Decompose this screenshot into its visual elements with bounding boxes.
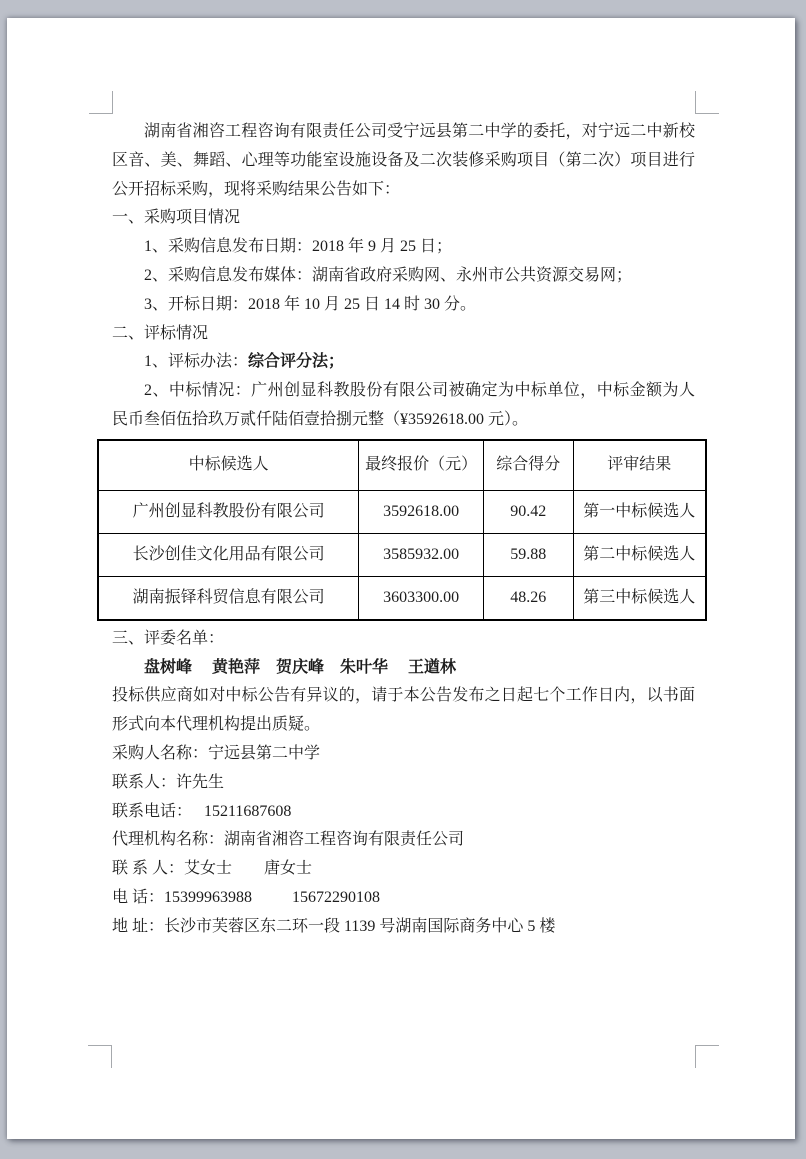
section1-item-2: 2、采购信息发布媒体：湖南省政府采购网、永州市公共资源交易网；	[144, 266, 633, 284]
intro-paragraph: 湖南省湘咨工程咨询有限责任公司受宁远县第二中学的委托，对宁远二中新校区音、美、舞蹈、心理等功能室设施设备及二次装修采购项目（第二次）项目进行公开招标采购，现将采购结果公告如下：	[112, 123, 695, 198]
evaluation-method-value: 综合评分法；	[248, 353, 345, 371]
evaluator-names: 盘树峰 黄艳萍 贺庆峰 朱叶华 王遒林	[144, 658, 457, 676]
table-row	[98, 576, 706, 620]
candidate-name-cell: 湖南振铎科贸信息有限公司	[98, 576, 359, 620]
document-content	[112, 118, 695, 942]
result-cell: 第二中标候选人	[573, 533, 706, 576]
section3-heading: 三、评委名单：	[112, 629, 225, 647]
evaluation-method-label: 1、评标办法：	[144, 353, 249, 371]
table-row	[98, 533, 706, 576]
margin-mark-bottom-left	[88, 1045, 112, 1068]
contact-line-contact-person: 联系人：许先生	[112, 773, 225, 791]
contact-line-agency-phones: 电 话：15399963988 15672290108	[112, 888, 381, 906]
section1-item-1: 1、采购信息发布日期：2018 年 9 月 25 日；	[144, 238, 453, 256]
column-header-final-price: 最终报价（元）	[359, 440, 484, 491]
final-price-cell: 3592618.00	[359, 490, 484, 533]
contact-line-phone: 联系电话： 15211687608	[112, 802, 292, 820]
section2-heading: 二、评标情况	[112, 324, 209, 342]
candidate-name-cell: 长沙创佳文化用品有限公司	[98, 533, 359, 576]
score-cell: 48.26	[484, 576, 574, 620]
margin-mark-bottom-right	[695, 1045, 719, 1068]
score-cell: 90.42	[484, 490, 574, 533]
contact-line-agency-address: 地 址：长沙市芙蓉区东二环一段 1139 号湖南国际商务中心 5 楼	[112, 917, 556, 935]
document-page	[7, 18, 795, 1139]
section2-item-1	[112, 348, 695, 377]
section1-heading: 一、采购项目情况	[112, 209, 241, 227]
final-price-cell: 3603300.00	[359, 576, 484, 620]
contact-line-agency-name: 代理机构名称：湖南省湘咨工程咨询有限责任公司	[112, 831, 465, 849]
table-header-row	[98, 440, 706, 491]
result-cell: 第三中标候选人	[573, 576, 706, 620]
column-header-score: 综合得分	[484, 440, 574, 491]
candidate-name-cell: 广州创显科教股份有限公司	[98, 490, 359, 533]
contact-line-agency-contacts: 联 系 人：艾女士 唐女士	[112, 860, 313, 878]
table-row	[98, 490, 706, 533]
margin-mark-top-left	[89, 91, 113, 114]
column-header-candidate: 中标候选人	[98, 440, 359, 491]
objection-paragraph: 投标供应商如对中标公告有异议的，请于本公告发布之日起七个工作日内，以书面形式向本代理机构提出质疑。	[112, 687, 695, 734]
score-cell: 59.88	[484, 533, 574, 576]
result-cell: 第一中标候选人	[573, 490, 706, 533]
column-header-result: 评审结果	[573, 440, 706, 491]
final-price-cell: 3585932.00	[359, 533, 484, 576]
section2-item-2: 2、中标情况：广州创显科教股份有限公司被确定为中标单位，中标金额为人民币叁佰伍拾玖万贰仟陆佰壹拾捌元整（¥3592618.00 元）。	[112, 382, 695, 428]
section1-item-3: 3、开标日期：2018 年 10 月 25 日 14 时 30 分。	[144, 295, 477, 313]
bid-results-table	[97, 439, 707, 621]
contact-line-purchaser: 采购人名称：宁远县第二中学	[112, 744, 321, 762]
margin-mark-top-right	[695, 91, 719, 114]
